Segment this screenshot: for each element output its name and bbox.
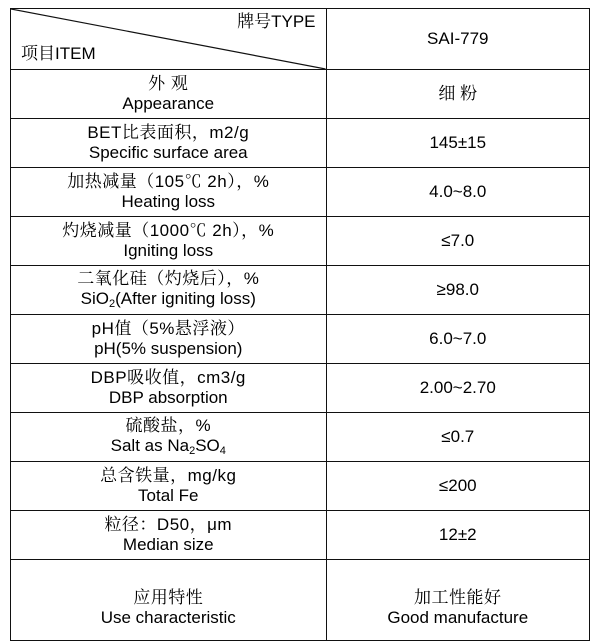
row-label-cn: pH值（5%悬浮液）	[91, 318, 245, 338]
row-label-cn: 二氧化硅（灼烧后），%	[77, 269, 260, 289]
row-value-cell: 细 粉	[326, 70, 589, 119]
table-row	[11, 413, 590, 462]
spacer-cell-left	[11, 560, 327, 577]
row-label-cell	[11, 413, 327, 462]
row-label-cn: 加热减量（105℃ 2h），%	[67, 171, 270, 191]
row-value-cell: ≤200	[326, 462, 589, 511]
row-label-cell	[11, 168, 327, 217]
row-label-cell	[11, 266, 327, 315]
footer-label-cell	[11, 576, 327, 641]
row-label-cn: 总含铁量，mg/kg	[100, 465, 237, 485]
formula-middle: SO	[195, 436, 220, 456]
row-label-cn: 粒径：D50，μm	[104, 514, 233, 534]
row-label-cn: 外 观	[148, 73, 189, 93]
row-label-en	[15, 289, 322, 311]
formula-prefix: Salt as Na	[110, 436, 190, 456]
row-label-en: Total Fe	[138, 486, 199, 505]
formula-suffix: (After igniting loss)	[115, 289, 256, 309]
formula-prefix: SiO	[80, 289, 109, 309]
header-type-label: 牌号TYPE	[237, 12, 316, 31]
footer-value-en: Good manufacture	[387, 608, 529, 627]
row-value-cell: 4.0~8.0	[326, 168, 589, 217]
row-label-en: Appearance	[122, 94, 215, 113]
row-label-cell	[11, 119, 327, 168]
row-label-cn: BET比表面积，m2/g	[87, 122, 250, 142]
spacer-cell-right	[326, 560, 589, 577]
row-label-cell	[11, 364, 327, 413]
table-row	[11, 70, 590, 119]
table-row	[11, 266, 590, 315]
table-footer-row	[11, 576, 590, 641]
footer-value-cn: 加工性能好	[414, 587, 502, 607]
row-label-cn: 灼烧减量（1000℃ 2h），%	[62, 220, 275, 240]
table-row	[11, 315, 590, 364]
row-value-cell: 2.00~2.70	[326, 364, 589, 413]
row-label-cell	[11, 511, 327, 560]
table-spacer-row	[11, 560, 590, 577]
row-label-en: Specific surface area	[88, 143, 248, 162]
row-label-en	[15, 436, 322, 458]
row-label-en: Median size	[122, 535, 214, 554]
row-value-cell: 12±2	[326, 511, 589, 560]
row-label-cn: 硫酸盐，%	[125, 416, 212, 436]
specification-table	[10, 8, 590, 641]
header-type-value: SAI-779	[326, 9, 589, 70]
row-value-cell: ≥98.0	[326, 266, 589, 315]
formula-subscript: 2	[189, 444, 196, 457]
row-label-cell	[11, 462, 327, 511]
footer-value-cell	[326, 576, 589, 641]
formula-subscript-2: 4	[219, 444, 226, 457]
table-header-row	[11, 9, 590, 70]
row-value-cell: ≤7.0	[326, 217, 589, 266]
row-label-en: Heating loss	[121, 192, 216, 211]
formula-subscript: 2	[108, 297, 116, 310]
row-value-cell: ≤0.7	[326, 413, 589, 462]
row-label-cell	[11, 217, 327, 266]
table-row	[11, 119, 590, 168]
row-label-cell	[11, 315, 327, 364]
header-item-label: 项目ITEM	[21, 44, 96, 64]
row-label-cn: DBP吸收值，cm3/g	[90, 367, 246, 387]
table-row	[11, 168, 590, 217]
row-label-cell	[11, 70, 327, 119]
table-row	[11, 511, 590, 560]
row-value-cell: 6.0~7.0	[326, 315, 589, 364]
table-row	[11, 364, 590, 413]
row-label-en: Igniting loss	[123, 241, 214, 260]
header-diagonal-cell	[11, 9, 327, 70]
footer-label-cn: 应用特性	[133, 587, 204, 607]
table-row	[11, 462, 590, 511]
footer-label-en: Use characteristic	[100, 608, 236, 627]
table-row	[11, 217, 590, 266]
row-value-cell: 145±15	[326, 119, 589, 168]
row-label-en: pH(5% suspension)	[94, 339, 243, 358]
row-label-en: DBP absorption	[108, 388, 228, 407]
